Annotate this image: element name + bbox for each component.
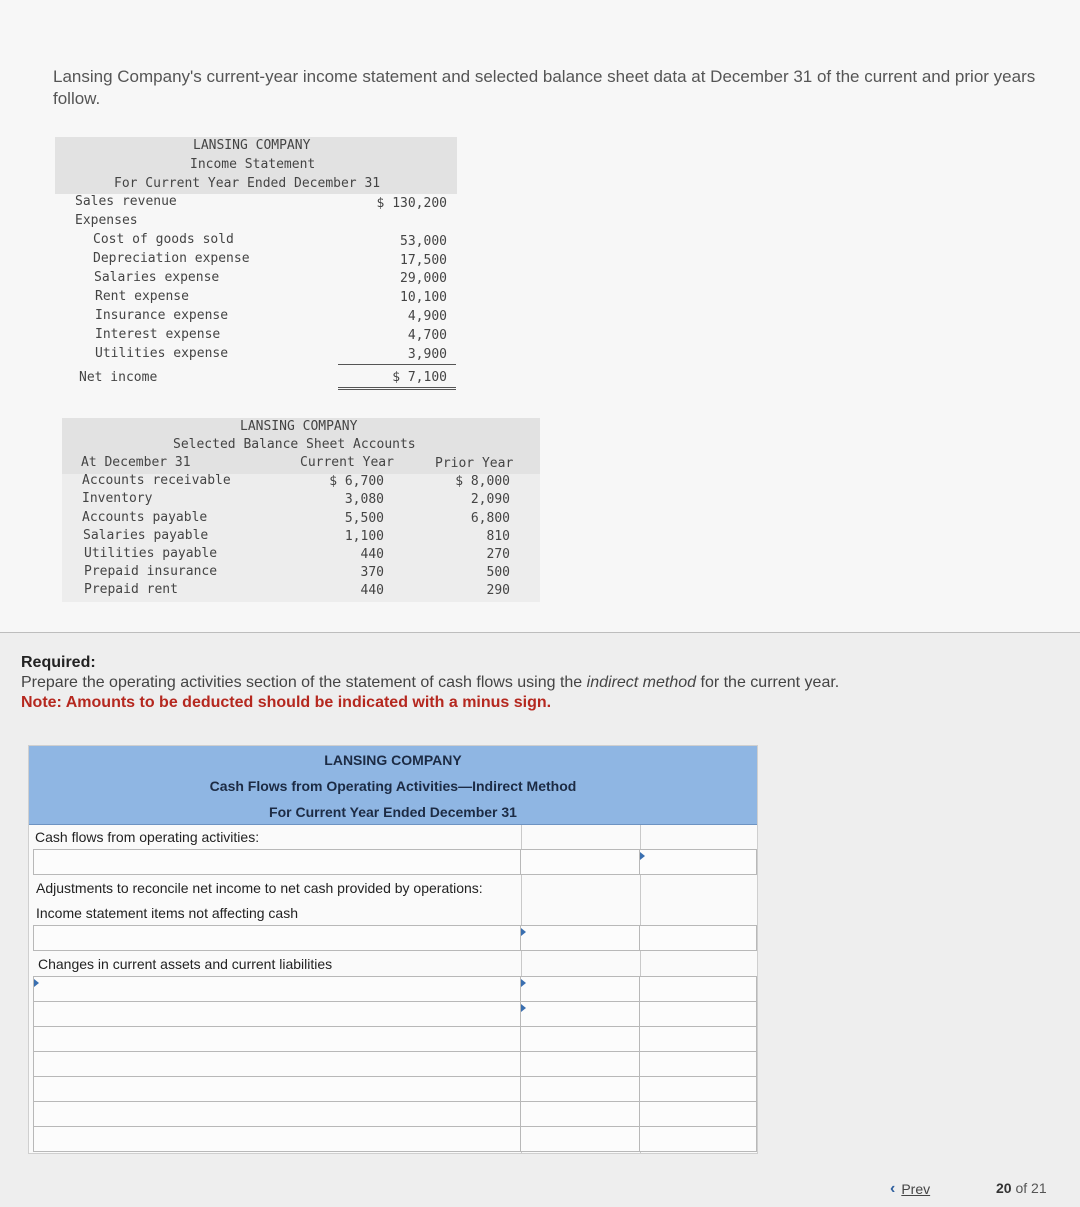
dropdown-arrow-icon [521,979,526,987]
bs-title: Selected Balance Sheet Accounts [173,437,416,452]
total-input[interactable] [640,1102,756,1126]
net-income-row [33,849,757,875]
is-title: Income Statement [190,157,316,172]
bs-row-label: Prepaid rent [84,582,178,597]
change-row [33,1076,757,1102]
required-text-end: for the current year. [696,674,840,691]
subtotal-rule [338,364,456,365]
change-row [33,1051,757,1077]
section-income-items-label: Income statement items not affecting cash [36,905,298,921]
is-item-label: Salaries expense [94,270,220,285]
is-item-value: 53,000 [400,234,447,249]
required-instructions [21,653,1061,713]
prev-label: Prev [901,1181,931,1197]
bs-row-current: 370 [360,565,384,580]
total-input[interactable] [640,977,756,1001]
section-adjustments-label: Adjustments to reconcile net income to net cash provided by operations: [36,880,483,896]
amount-input[interactable] [521,850,639,874]
bs-row-label: Salaries payable [83,528,209,543]
bs-row-current: 3,080 [344,492,384,507]
is-sales-value: $ 130,200 [376,196,447,211]
required-note: Note: Amounts to be deducted should be indicated with a minus sign. [21,694,552,711]
bs-row-current: $ 6,700 [329,474,384,489]
change-row [33,1101,757,1127]
bs-row-label: Inventory [82,491,153,506]
chevron-left-icon: ‹ [890,1180,896,1197]
is-item-value: 4,700 [407,328,447,343]
bs-col-current: Current Year [300,455,394,470]
cash-flow-header [29,746,757,825]
bs-row-prior: 810 [486,529,510,544]
change-row [33,1126,757,1152]
required-text-start: Prepare the operating activities section of the statement of cash flows using the [21,674,587,691]
line-item-input[interactable] [34,1052,520,1076]
total-input[interactable] [640,926,756,950]
bs-row-label: Prepaid insurance [84,564,218,579]
total-input[interactable] [640,1027,756,1051]
bs-row-prior: 270 [486,547,510,562]
cf-company: LANSING COMPANY [324,752,462,768]
is-item-value: 17,500 [400,253,447,268]
total-double-rule [338,387,456,390]
bs-row-label: Utilities payable [84,546,218,561]
is-item-label: Utilities expense [95,346,229,361]
is-item-value: 10,100 [400,290,447,305]
total-input[interactable] [640,1077,756,1101]
total-input[interactable] [640,1127,756,1151]
amount-input[interactable] [521,1077,639,1101]
dropdown-arrow-icon [521,1004,526,1012]
page-current: 20 [996,1180,1012,1196]
amount-input[interactable] [521,1127,639,1151]
required-text [21,673,1061,693]
bs-row-current: 5,500 [344,511,384,526]
bs-row-prior: 290 [486,583,510,598]
is-item-value: 29,000 [400,271,447,286]
is-item-value: 3,900 [407,347,447,362]
adjustment-row [33,925,757,951]
bs-row-current: 440 [360,547,384,562]
is-company: LANSING COMPANY [193,138,311,153]
dropdown-arrow-icon [640,852,645,860]
bs-row-current: 1,100 [344,529,384,544]
page-of: of [1015,1180,1028,1196]
required-text-italic: indirect method [586,674,697,691]
total-input[interactable] [640,1052,756,1076]
amount-input[interactable] [521,1027,639,1051]
bs-row-current: 440 [360,583,384,598]
is-net-income-value: $ 7,100 [392,370,447,385]
is-item-label: Insurance expense [95,308,229,323]
amount-input[interactable] [521,926,639,950]
intro-text: Lansing Company's current-year income statement and selected balance sheet data at December 31 of the current and prior years follow. [53,67,1036,108]
total-input[interactable] [640,1002,756,1026]
section-changes-label: Changes in current assets and current liabilities [38,956,333,972]
section-operating-label: Cash flows from operating activities: [35,829,260,845]
is-net-income-label: Net income [79,370,158,385]
required-label: Required: [21,654,96,671]
is-item-label: Interest expense [95,327,221,342]
is-item-value: 4,900 [407,309,447,324]
is-period: For Current Year Ended December 31 [114,176,381,191]
is-item-label: Cost of goods sold [93,232,234,247]
bs-row-label: Accounts payable [82,510,208,525]
bs-row-prior: 2,090 [470,492,510,507]
change-row [33,1026,757,1052]
dropdown-arrow-icon [34,979,39,987]
dropdown-arrow-icon [521,928,526,936]
line-item-input[interactable] [34,1027,520,1051]
cash-flow-form [28,745,758,1154]
cf-title: Cash Flows from Operating Activities—Indirect Method [209,778,577,794]
line-item-input[interactable] [34,1002,520,1026]
bs-col-prior: Prior Year [435,456,514,471]
line-item-input[interactable] [34,977,520,1001]
change-row [33,1001,757,1027]
bs-row-label: Accounts receivable [82,473,231,488]
amount-input[interactable] [521,1102,639,1126]
change-row [33,976,757,1002]
page-counter [996,1180,1047,1196]
cf-period: For Current Year Ended December 31 [269,804,517,820]
line-item-input[interactable] [34,850,520,874]
bs-row-prior: 6,800 [470,511,510,526]
amount-input[interactable] [521,977,639,1001]
prev-button[interactable] [890,1180,930,1198]
is-item-label: Depreciation expense [93,251,250,266]
line-item-input[interactable] [34,1077,520,1101]
bs-row-prior: $ 8,000 [455,474,510,489]
bs-company: LANSING COMPANY [240,419,358,434]
bs-row-prior: 500 [486,565,510,580]
is-sales-label: Sales revenue [75,194,177,209]
line-item-input[interactable] [34,1102,520,1126]
amount-input[interactable] [521,1052,639,1076]
is-item-label: Rent expense [95,289,189,304]
page-total: 21 [1031,1180,1047,1196]
is-expenses-label: Expenses [75,213,138,228]
line-item-input[interactable] [34,1127,520,1151]
total-input[interactable] [640,850,756,874]
amount-input[interactable] [521,1002,639,1026]
bs-col-label: At December 31 [81,455,191,470]
line-item-input[interactable] [34,926,520,950]
